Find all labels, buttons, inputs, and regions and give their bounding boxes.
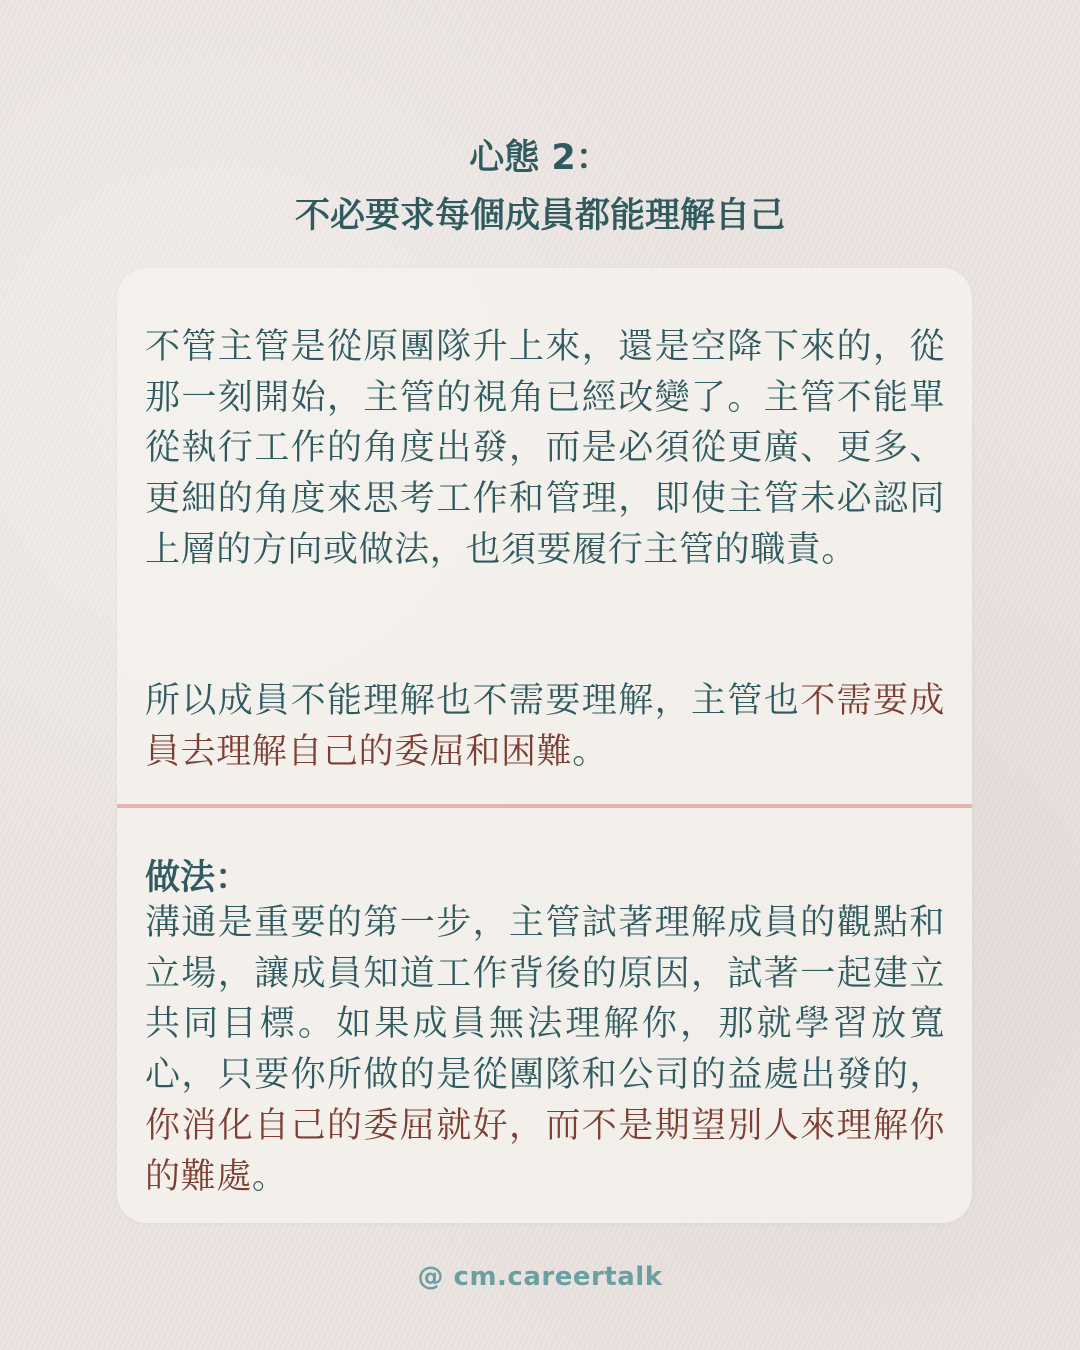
section-divider [117, 804, 972, 808]
paragraph-context [145, 322, 945, 576]
paragraph-context-text: 不管主管是從原團隊升上來，還是空降下來的，從那一刻開始，主管的視角已經改變了。主管不能單從執行工作的角度出發，而是必須從更廣、更多、更細的角度來思考工作和管理，即使主管未必認同上層的方向或做法，也須要履行主管的職責。 [145, 327, 945, 570]
account-handle: @ cm.careertalk [417, 1262, 663, 1292]
paragraph-conclusion-highlight: 不需要成員去理解自己的委屈和困難 [145, 681, 945, 772]
paragraph-method-text: 溝通是重要的第一步，主管試著理解成員的觀點和立場，讓成員知道工作背後的原因，試著一起建立共同目標。如果成員無法理解你，那就學習放寬心，只要你所做的是從團隊和公司的益處出發的， [145, 903, 945, 1096]
paragraph-conclusion [145, 676, 945, 777]
title-line-2: 不必要求每個成員都能理解自己 [294, 196, 785, 236]
paragraph-method-highlight: 你消化自己的委屈就好，而不是期望別人來理解你的難處 [145, 1105, 945, 1197]
content-card [117, 268, 972, 1223]
paragraph-conclusion-end: 。 [572, 731, 608, 772]
paragraph-method-end: 。 [251, 1156, 288, 1197]
paragraph-conclusion-text: 所以成員不能理解也不需要理解，主管也 [145, 681, 801, 721]
method-heading: 做法： [145, 858, 251, 898]
title-line-1: 心態 2： [469, 138, 611, 178]
paragraph-method [145, 898, 945, 1202]
